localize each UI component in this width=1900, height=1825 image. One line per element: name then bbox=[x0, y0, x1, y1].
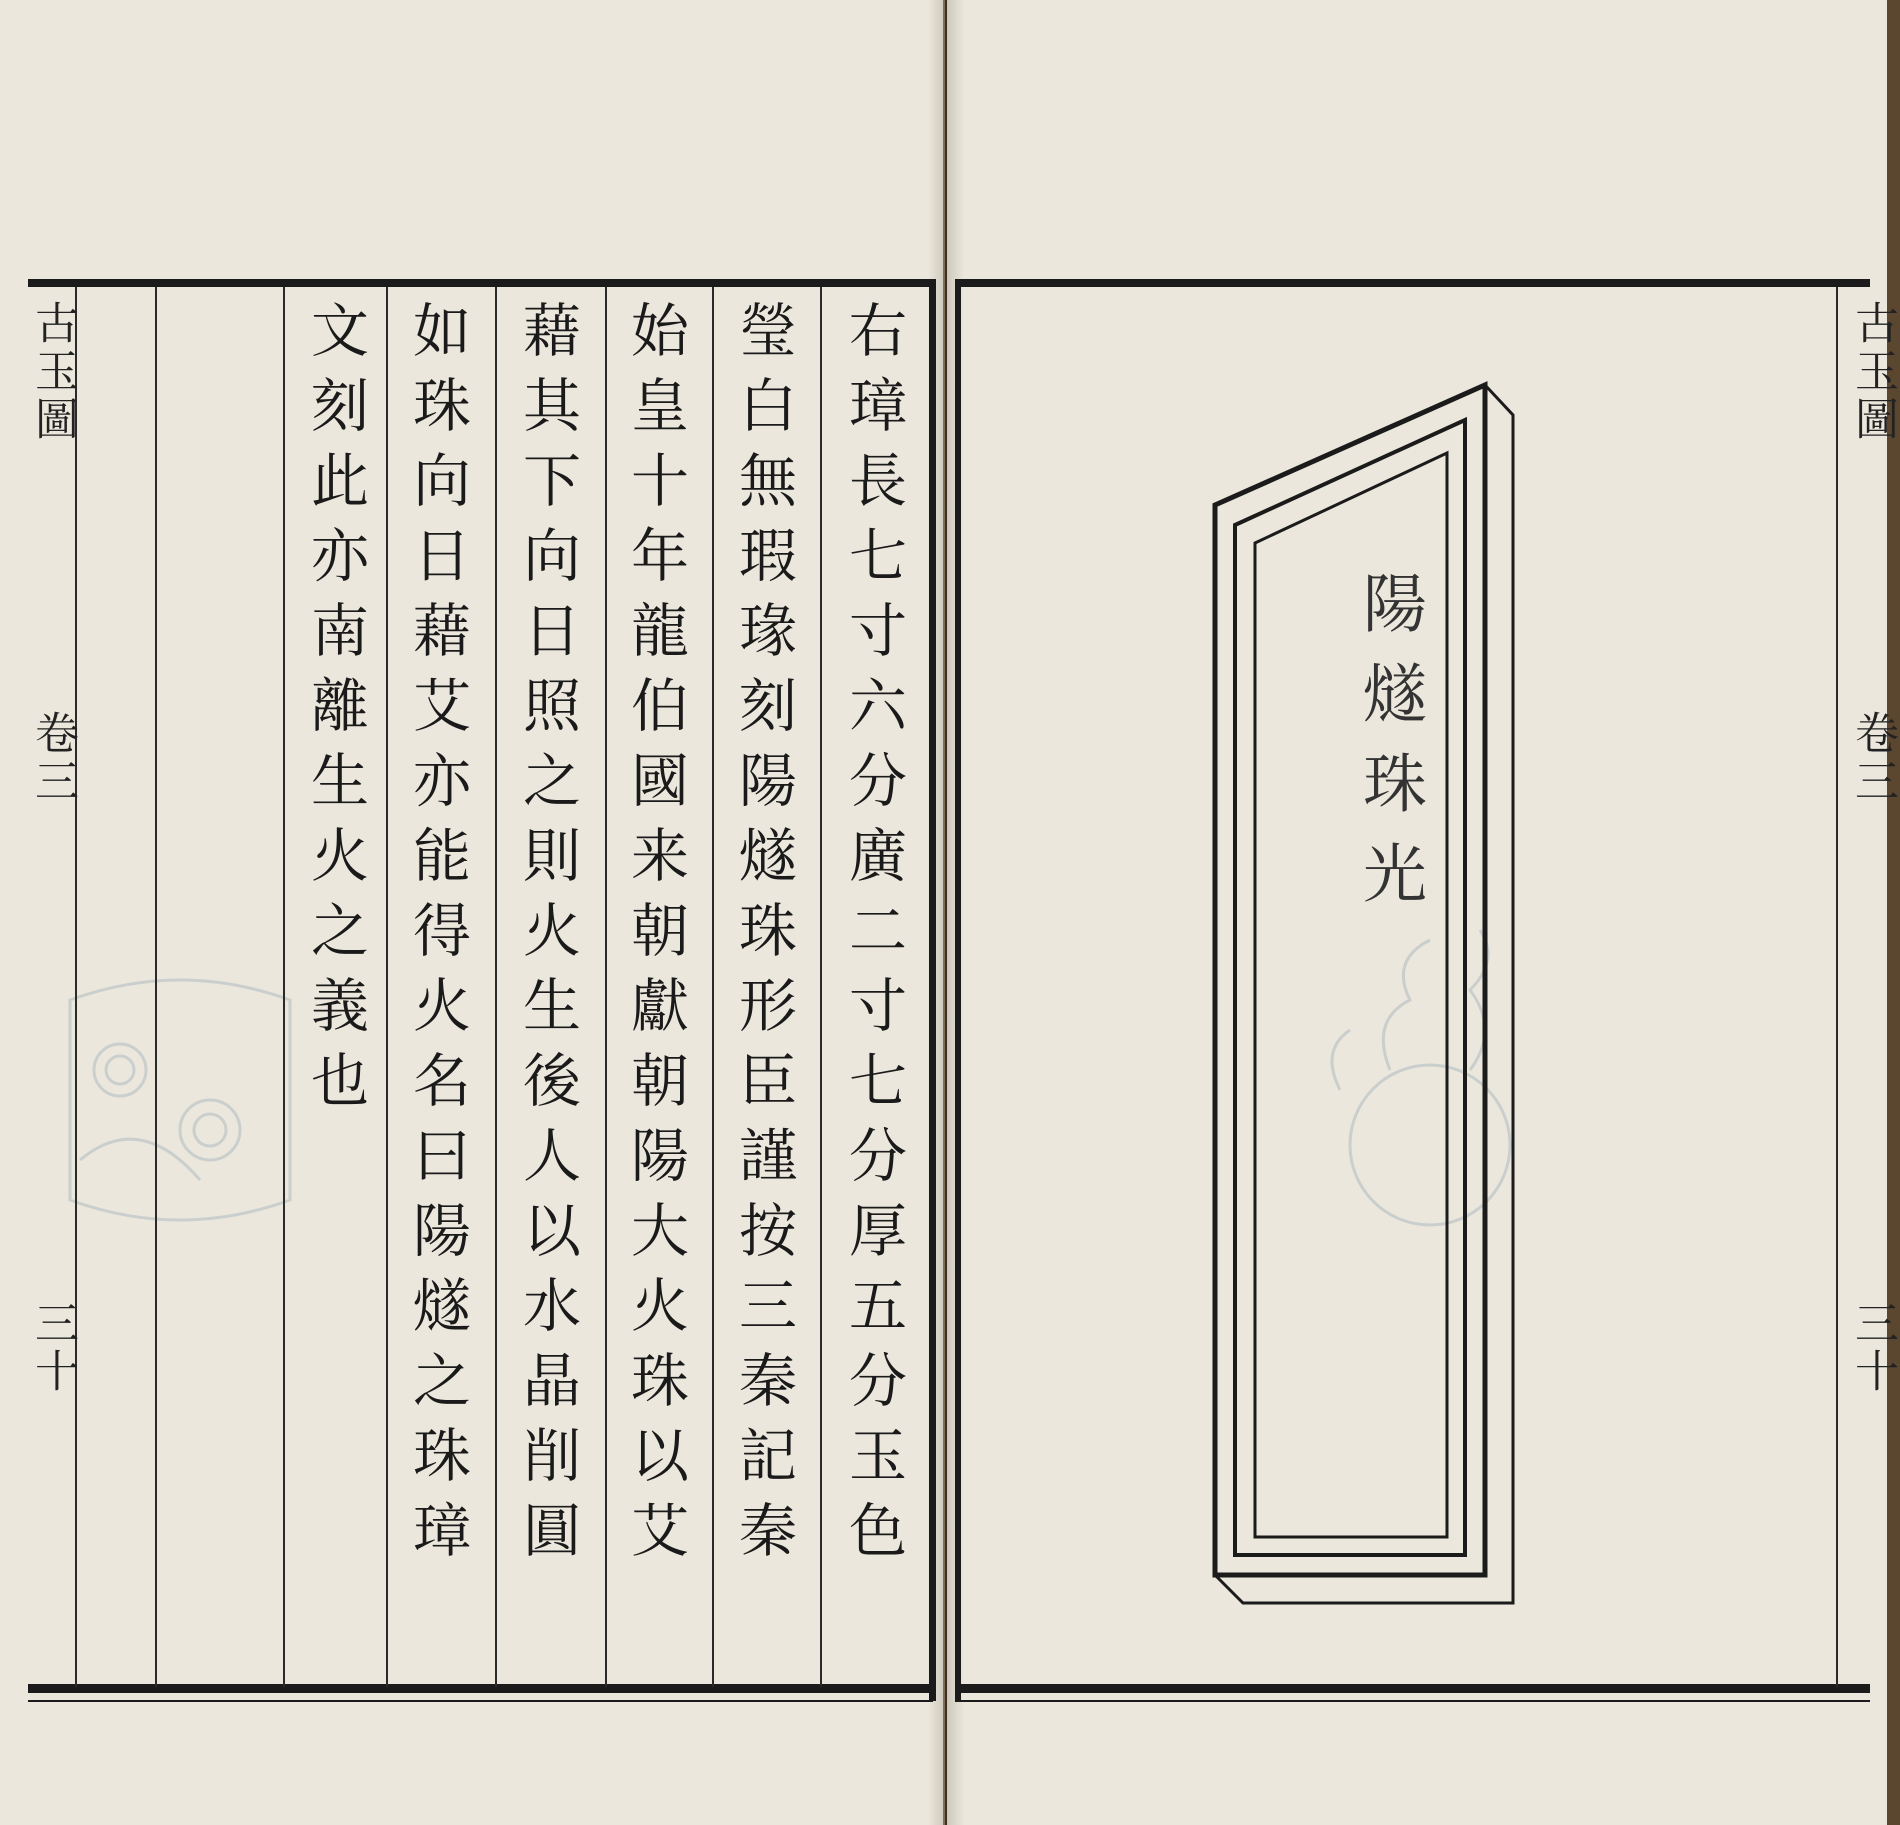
right-inner-bottom-rule bbox=[955, 1700, 1870, 1702]
left-inner-bottom-rule bbox=[28, 1700, 933, 1702]
text-column-1: 右璋長七寸六分廣二寸七分厚五分玉色 bbox=[839, 300, 907, 1575]
right-outer-left-border bbox=[955, 279, 961, 1701]
illustration-caption: 陽燧珠光 bbox=[1352, 570, 1426, 930]
left-top-rule bbox=[28, 279, 933, 287]
right-margin-title: 古玉圖 bbox=[1847, 300, 1898, 444]
right-bottom-rule bbox=[955, 1684, 1870, 1693]
left-bottom-rule bbox=[28, 1684, 933, 1693]
column-rule bbox=[495, 287, 497, 1687]
left-margin-volume: 卷三 bbox=[27, 710, 78, 806]
column-rule bbox=[283, 287, 285, 1687]
book-edge bbox=[1887, 0, 1900, 1825]
column-rule bbox=[386, 287, 388, 1687]
column-rule bbox=[820, 287, 822, 1687]
left-margin-folio: 三十 bbox=[27, 1300, 78, 1396]
right-margin-volume: 卷三 bbox=[1847, 710, 1898, 806]
left-margin-title: 古玉圖 bbox=[27, 300, 78, 444]
text-column-3: 始皇十年龍伯國来朝獻朝陽大火珠以艾 bbox=[621, 300, 689, 1575]
jade-zhang-illustration bbox=[1195, 375, 1575, 1665]
column-rule bbox=[712, 287, 714, 1687]
right-margin-line bbox=[1836, 287, 1838, 1687]
text-column-5: 如珠向日藉艾亦能得火名曰陽燧之珠璋 bbox=[403, 300, 471, 1575]
left-margin-line-2 bbox=[155, 287, 157, 1687]
text-column-6: 文刻此亦南離生火之義也 bbox=[301, 300, 369, 1125]
column-rule bbox=[605, 287, 607, 1687]
right-margin-folio: 三十 bbox=[1847, 1300, 1898, 1396]
text-column-4: 藉其下向日照之則火生後人以水晶削圓 bbox=[513, 300, 581, 1575]
left-margin-line-1 bbox=[75, 287, 77, 1687]
bleed-through-pattern bbox=[60, 960, 300, 1240]
left-outer-right-border bbox=[929, 279, 936, 1701]
right-top-rule bbox=[955, 279, 1870, 287]
text-column-2: 瑩白無瑕瑑刻陽燧珠形臣謹按三秦記秦 bbox=[729, 300, 797, 1575]
